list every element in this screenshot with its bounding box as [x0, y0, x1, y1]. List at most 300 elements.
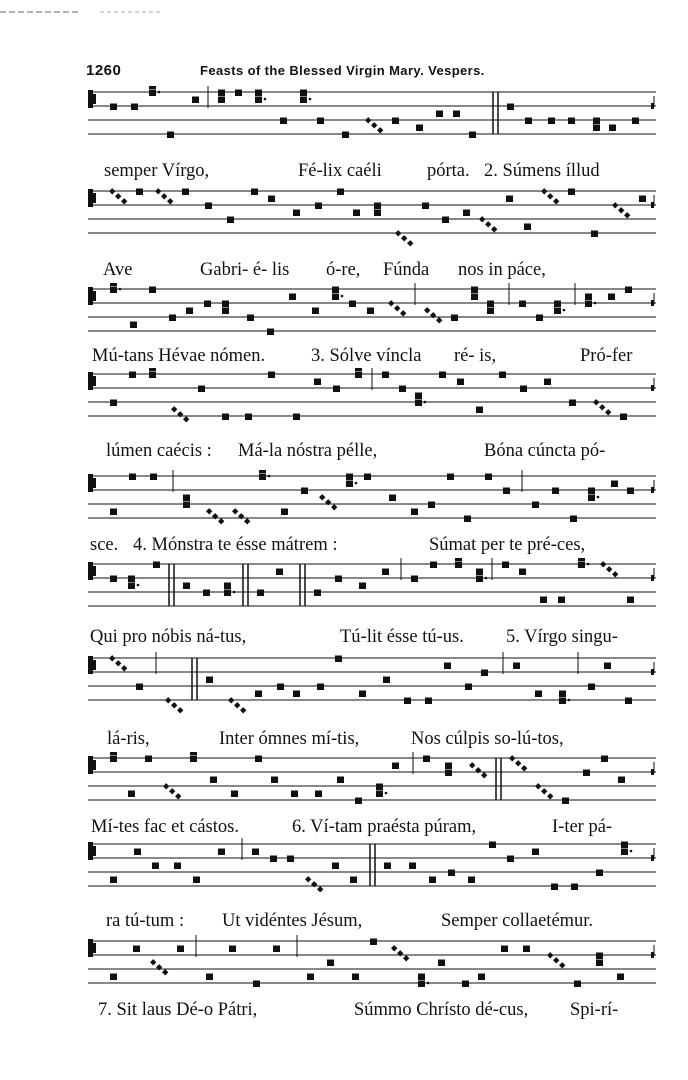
punctum-neume-icon — [611, 481, 618, 488]
rhombus-neume-icon — [400, 310, 406, 316]
punctum-neume-icon — [235, 90, 242, 97]
rhombus-neume-icon — [618, 207, 624, 213]
lyric-segment: ó-re, — [326, 260, 361, 280]
punctum-neume-icon — [255, 97, 262, 104]
punctum-neume-icon — [571, 884, 578, 891]
punctum-neume-icon — [438, 960, 445, 967]
c-clef-icon — [93, 193, 96, 203]
podatus-neume-icon — [596, 953, 603, 960]
punctum-neume-icon — [205, 203, 212, 210]
lyric-segment: 3. Sólve víncla — [311, 346, 422, 366]
lyric-segment: Inter ómnes mí-tis, — [219, 729, 360, 749]
podatus-neume-icon — [110, 752, 117, 755]
punctum-neume-icon — [337, 777, 344, 784]
punctum-neume-icon — [591, 231, 598, 238]
punctum-neume-icon — [349, 301, 356, 308]
punctum-neume-icon — [315, 203, 322, 210]
rhombus-neume-icon — [171, 406, 177, 412]
punctum-neume-icon — [145, 756, 152, 763]
punctum-neume-icon — [382, 372, 389, 379]
punctum-neume-icon — [110, 576, 117, 583]
punctum-neume-icon — [476, 576, 483, 583]
music-system-10 — [0, 935, 688, 1035]
punctum-neume-icon — [186, 308, 193, 315]
lyric-segment: Gabri- é- lis — [200, 260, 290, 280]
lyric-segment: ra tú-tum : — [106, 911, 185, 931]
podatus-neume-icon — [149, 368, 156, 371]
rhombus-neume-icon — [436, 317, 442, 323]
c-clef-icon — [88, 372, 93, 390]
punctum-neume-icon — [370, 939, 377, 946]
punctum-neume-icon — [259, 474, 266, 481]
music-system-5 — [0, 470, 688, 570]
punctum-neume-icon — [227, 217, 234, 224]
podatus-neume-icon — [149, 86, 156, 89]
mora-dot-icon — [630, 850, 633, 853]
punctum-neume-icon — [507, 856, 514, 863]
punctum-neume-icon — [268, 372, 275, 379]
punctum-neume-icon — [632, 118, 639, 125]
punctum-neume-icon — [524, 224, 531, 231]
rhombus-neume-icon — [218, 518, 224, 524]
c-clef-icon — [93, 94, 96, 104]
punctum-neume-icon — [476, 407, 483, 414]
punctum-neume-icon — [462, 981, 469, 988]
punctum-neume-icon — [559, 698, 566, 705]
running-title: Feasts of the Blessed Virgin Mary. Vespers. — [200, 63, 485, 78]
mora-dot-icon — [341, 295, 344, 298]
punctum-neume-icon — [183, 583, 190, 590]
c-clef-icon — [88, 189, 93, 207]
podatus-neume-icon — [224, 583, 231, 590]
punctum-neume-icon — [222, 308, 229, 315]
punctum-neume-icon — [355, 798, 362, 805]
rhombus-neume-icon — [206, 508, 212, 514]
lyric-segment: 4. Mónstra te ésse mátrem : — [133, 535, 338, 555]
punctum-neume-icon — [206, 677, 213, 684]
punctum-neume-icon — [289, 294, 296, 301]
punctum-neume-icon — [130, 322, 137, 329]
rhombus-neume-icon — [403, 955, 409, 961]
punctum-neume-icon — [231, 791, 238, 798]
podatus-neume-icon — [332, 287, 339, 294]
c-clef-icon — [93, 291, 96, 301]
mora-dot-icon — [137, 584, 140, 587]
podatus-neume-icon — [346, 474, 353, 481]
punctum-neume-icon — [411, 576, 418, 583]
c-clef-icon — [93, 760, 96, 770]
mora-dot-icon — [355, 482, 358, 485]
rhombus-neume-icon — [394, 305, 400, 311]
lyric-segment: Nos cúlpis so-lú-tos, — [411, 729, 564, 749]
punctum-neume-icon — [447, 474, 454, 481]
rhombus-neume-icon — [547, 193, 553, 199]
lyric-segment: lá-ris, — [107, 729, 150, 749]
punctum-neume-icon — [307, 974, 314, 981]
punctum-neume-icon — [110, 400, 117, 407]
rhombus-neume-icon — [167, 198, 173, 204]
punctum-neume-icon — [451, 315, 458, 322]
punctum-neume-icon — [152, 863, 159, 870]
punctum-neume-icon — [445, 770, 452, 777]
punctum-neume-icon — [353, 210, 360, 217]
lyric-segment: I-ter pá- — [552, 817, 613, 837]
rhombus-neume-icon — [612, 571, 618, 577]
music-system-7 — [0, 652, 688, 752]
music-system-1 — [0, 86, 688, 186]
rhombus-neume-icon — [424, 307, 430, 313]
podatus-neume-icon — [222, 301, 229, 308]
podatus-neume-icon — [621, 842, 628, 849]
c-clef-icon — [88, 562, 93, 580]
punctum-neume-icon — [601, 756, 608, 763]
punctum-neume-icon — [317, 684, 324, 691]
punctum-neume-icon — [128, 791, 135, 798]
lyric-segment: Súmat per te pré-ces, — [429, 535, 586, 555]
c-clef-icon — [88, 939, 93, 957]
rhombus-neume-icon — [305, 876, 311, 882]
rhombus-neume-icon — [121, 198, 127, 204]
punctum-neume-icon — [389, 495, 396, 502]
punctum-neume-icon — [618, 777, 625, 784]
lyric-segment: Pró-fer — [580, 346, 633, 366]
punctum-neume-icon — [625, 287, 632, 294]
rhombus-neume-icon — [559, 962, 565, 968]
punctum-neume-icon — [218, 849, 225, 856]
lyric-segment: 7. Sit laus Dé-o Pátri, — [98, 1000, 258, 1020]
punctum-neume-icon — [253, 981, 260, 988]
punctum-neume-icon — [327, 960, 334, 967]
podatus-neume-icon — [374, 203, 381, 210]
punctum-neume-icon — [333, 386, 340, 393]
rhombus-neume-icon — [171, 702, 177, 708]
podatus-neume-icon — [355, 368, 362, 371]
rhombus-neume-icon — [234, 702, 240, 708]
rhombus-neume-icon — [553, 198, 559, 204]
rhombus-neume-icon — [183, 416, 189, 422]
lyric-segment: semper Vírgo, — [104, 161, 210, 181]
rhombus-neume-icon — [605, 409, 611, 415]
punctum-neume-icon — [210, 777, 217, 784]
punctum-neume-icon — [499, 372, 506, 379]
rhombus-neume-icon — [377, 127, 383, 133]
music-system-4 — [0, 368, 688, 468]
punctum-neume-icon — [174, 863, 181, 870]
punctum-neume-icon — [257, 590, 264, 597]
punctum-neume-icon — [404, 698, 411, 705]
rhombus-neume-icon — [232, 508, 238, 514]
punctum-neume-icon — [346, 481, 353, 488]
podatus-neume-icon — [110, 283, 117, 286]
punctum-neume-icon — [520, 386, 527, 393]
c-clef-icon — [88, 474, 93, 492]
lyric-segment: Mú-tans Hévae nómen. — [92, 346, 266, 366]
punctum-neume-icon — [429, 877, 436, 884]
punctum-neume-icon — [229, 946, 236, 953]
punctum-neume-icon — [301, 488, 308, 495]
punctum-neume-icon — [569, 400, 576, 407]
podatus-neume-icon — [588, 488, 595, 495]
punctum-neume-icon — [335, 576, 342, 583]
podatus-neume-icon — [376, 784, 383, 791]
punctum-neume-icon — [222, 414, 229, 421]
punctum-neume-icon — [423, 756, 430, 763]
punctum-neume-icon — [463, 210, 470, 217]
punctum-neume-icon — [136, 189, 143, 196]
rhombus-neume-icon — [624, 212, 630, 218]
punctum-neume-icon — [439, 372, 446, 379]
punctum-neume-icon — [627, 597, 634, 604]
punctum-neume-icon — [583, 770, 590, 777]
punctum-neume-icon — [392, 763, 399, 770]
punctum-neume-icon — [251, 189, 258, 196]
punctum-neume-icon — [507, 104, 514, 111]
punctum-neume-icon — [506, 196, 513, 203]
lyric-segment: Súmmo Chrísto dé-cus, — [354, 1000, 529, 1020]
punctum-neume-icon — [532, 849, 539, 856]
punctum-neume-icon — [376, 791, 383, 798]
punctum-neume-icon — [374, 210, 381, 217]
punctum-neume-icon — [136, 684, 143, 691]
punctum-neume-icon — [548, 118, 555, 125]
rhombus-neume-icon — [162, 969, 168, 975]
punctum-neume-icon — [464, 516, 471, 523]
rhombus-neume-icon — [599, 404, 605, 410]
lyric-segment: nos in páce, — [458, 260, 546, 280]
staff-2 — [0, 185, 688, 261]
rhombus-neume-icon — [515, 760, 521, 766]
punctum-neume-icon — [596, 870, 603, 877]
punctum-neume-icon — [455, 562, 462, 569]
music-system-2 — [0, 185, 688, 285]
punctum-neume-icon — [110, 509, 117, 516]
lyric-segment: Semper collaetémur. — [441, 911, 594, 931]
punctum-neume-icon — [167, 132, 174, 139]
staff-6 — [0, 558, 688, 634]
punctum-neume-icon — [314, 379, 321, 386]
punctum-neume-icon — [110, 974, 117, 981]
punctum-neume-icon — [609, 125, 616, 132]
punctum-neume-icon — [478, 974, 485, 981]
punctum-neume-icon — [182, 189, 189, 196]
rhombus-neume-icon — [317, 886, 323, 892]
punctum-neume-icon — [183, 502, 190, 509]
punctum-neume-icon — [551, 884, 558, 891]
punctum-neume-icon — [355, 372, 362, 379]
punctum-neume-icon — [315, 791, 322, 798]
punctum-neume-icon — [519, 569, 526, 576]
punctum-neume-icon — [133, 946, 140, 953]
punctum-neume-icon — [150, 474, 157, 481]
punctum-neume-icon — [198, 386, 205, 393]
punctum-neume-icon — [317, 118, 324, 125]
rhombus-neume-icon — [121, 665, 127, 671]
c-clef-icon — [93, 846, 96, 856]
punctum-neume-icon — [457, 379, 464, 386]
mora-dot-icon — [309, 98, 312, 101]
punctum-neume-icon — [352, 974, 359, 981]
punctum-neume-icon — [149, 287, 156, 294]
rhombus-neume-icon — [150, 959, 156, 965]
rhombus-neume-icon — [175, 793, 181, 799]
punctum-neume-icon — [570, 516, 577, 523]
punctum-neume-icon — [255, 691, 262, 698]
lyric-segment: Tú-lit ésse tú-us. — [340, 627, 464, 647]
punctum-neume-icon — [588, 495, 595, 502]
podatus-neume-icon — [445, 763, 452, 770]
mora-dot-icon — [563, 309, 566, 312]
punctum-neume-icon — [593, 125, 600, 132]
punctum-neume-icon — [392, 118, 399, 125]
punctum-neume-icon — [277, 684, 284, 691]
punctum-neume-icon — [193, 877, 200, 884]
punctum-neume-icon — [131, 104, 138, 111]
punctum-neume-icon — [436, 111, 443, 118]
punctum-neume-icon — [291, 791, 298, 798]
rhombus-neume-icon — [115, 193, 121, 199]
punctum-neume-icon — [503, 488, 510, 495]
rhombus-neume-icon — [485, 221, 491, 227]
punctum-neume-icon — [169, 315, 176, 322]
c-clef-icon — [88, 842, 93, 860]
punctum-neume-icon — [639, 196, 646, 203]
punctum-neume-icon — [276, 569, 283, 576]
punctum-neume-icon — [444, 663, 451, 670]
lyric-segment: ré- is, — [454, 346, 497, 366]
punctum-neume-icon — [245, 414, 252, 421]
c-clef-icon — [93, 376, 96, 386]
podatus-neume-icon — [415, 393, 422, 400]
rhombus-neume-icon — [547, 793, 553, 799]
punctum-neume-icon — [203, 590, 210, 597]
punctum-neume-icon — [129, 372, 136, 379]
podatus-neume-icon — [183, 495, 190, 502]
podatus-neume-icon — [190, 752, 197, 755]
punctum-neume-icon — [568, 189, 575, 196]
punctum-neume-icon — [149, 90, 156, 97]
punctum-neume-icon — [617, 974, 624, 981]
c-clef-icon — [88, 287, 93, 305]
rhombus-neume-icon — [481, 772, 487, 778]
punctum-neume-icon — [469, 132, 476, 139]
rhombus-neume-icon — [115, 660, 121, 666]
mora-dot-icon — [264, 98, 267, 101]
punctum-neume-icon — [430, 562, 437, 569]
lyric-segment: Ut vidéntes Jésum, — [222, 911, 363, 931]
punctum-neume-icon — [312, 308, 319, 315]
lyric-segment: Fúnda — [383, 260, 430, 280]
lyric-segment: Bóna cúncta pó- — [484, 441, 606, 461]
punctum-neume-icon — [252, 849, 259, 856]
c-clef-icon — [93, 478, 96, 488]
mora-dot-icon — [597, 496, 600, 499]
lyric-segment: sce. — [90, 535, 119, 555]
rhombus-neume-icon — [553, 957, 559, 963]
punctum-neume-icon — [620, 414, 627, 421]
punctum-neume-icon — [110, 287, 117, 294]
punctum-neume-icon — [300, 97, 307, 104]
lyric-segment: Mí-tes fac et cástos. — [91, 817, 239, 837]
punctum-neume-icon — [525, 118, 532, 125]
punctum-neume-icon — [554, 308, 561, 315]
c-clef-icon — [88, 656, 93, 674]
punctum-neume-icon — [293, 691, 300, 698]
punctum-neume-icon — [384, 863, 391, 870]
punctum-neume-icon — [418, 981, 425, 988]
punctum-neume-icon — [608, 294, 615, 301]
rhombus-neume-icon — [371, 122, 377, 128]
rhombus-neume-icon — [244, 518, 250, 524]
punctum-neume-icon — [342, 132, 349, 139]
podatus-neume-icon — [418, 974, 425, 981]
punctum-neume-icon — [110, 756, 117, 763]
podatus-neume-icon — [128, 576, 135, 583]
punctum-neume-icon — [625, 698, 632, 705]
rhombus-neume-icon — [161, 193, 167, 199]
staff-7 — [0, 652, 688, 728]
scan-edge-marks — [0, 10, 688, 14]
music-system-8 — [0, 752, 688, 852]
punctum-neume-icon — [267, 329, 274, 336]
lyric-segment: pórta. — [427, 161, 470, 181]
page-number: 1260 — [86, 62, 122, 79]
punctum-neume-icon — [293, 210, 300, 217]
rhombus-neume-icon — [391, 945, 397, 951]
podatus-neume-icon — [471, 287, 478, 294]
punctum-neume-icon — [204, 301, 211, 308]
punctum-neume-icon — [596, 960, 603, 967]
punctum-neume-icon — [513, 663, 520, 670]
page-header — [0, 60, 688, 84]
punctum-neume-icon — [588, 684, 595, 691]
staff-9 — [0, 838, 688, 914]
rhombus-neume-icon — [407, 240, 413, 246]
punctum-neume-icon — [255, 756, 262, 763]
punctum-neume-icon — [471, 294, 478, 301]
punctum-neume-icon — [425, 698, 432, 705]
punctum-neume-icon — [487, 308, 494, 315]
rhombus-neume-icon — [491, 226, 497, 232]
lyric-segment: 6. Ví-tam praésta púram, — [292, 817, 477, 837]
punctum-neume-icon — [415, 400, 422, 407]
punctum-neume-icon — [367, 308, 374, 315]
punctum-neume-icon — [552, 488, 559, 495]
punctum-neume-icon — [621, 849, 628, 856]
punctum-neume-icon — [273, 946, 280, 953]
podatus-neume-icon — [559, 691, 566, 698]
punctum-neume-icon — [335, 656, 342, 663]
podatus-neume-icon — [300, 90, 307, 97]
rhombus-neume-icon — [331, 504, 337, 510]
punctum-neume-icon — [382, 569, 389, 576]
c-clef-icon — [93, 566, 96, 576]
lyric-segment: lúmen caécis : — [106, 441, 212, 461]
lyric-segment: Má-la nóstra pélle, — [238, 441, 378, 461]
rhombus-neume-icon — [177, 707, 183, 713]
punctum-neume-icon — [270, 856, 277, 863]
punctum-neume-icon — [293, 414, 300, 421]
punctum-neume-icon — [481, 670, 488, 677]
punctum-neume-icon — [350, 877, 357, 884]
punctum-neume-icon — [128, 583, 135, 590]
punctum-neume-icon — [562, 798, 569, 805]
punctum-neume-icon — [359, 583, 366, 590]
podatus-neume-icon — [593, 118, 600, 125]
punctum-neume-icon — [585, 301, 592, 308]
mora-dot-icon — [385, 792, 388, 795]
punctum-neume-icon — [218, 97, 225, 104]
punctum-neume-icon — [536, 315, 543, 322]
